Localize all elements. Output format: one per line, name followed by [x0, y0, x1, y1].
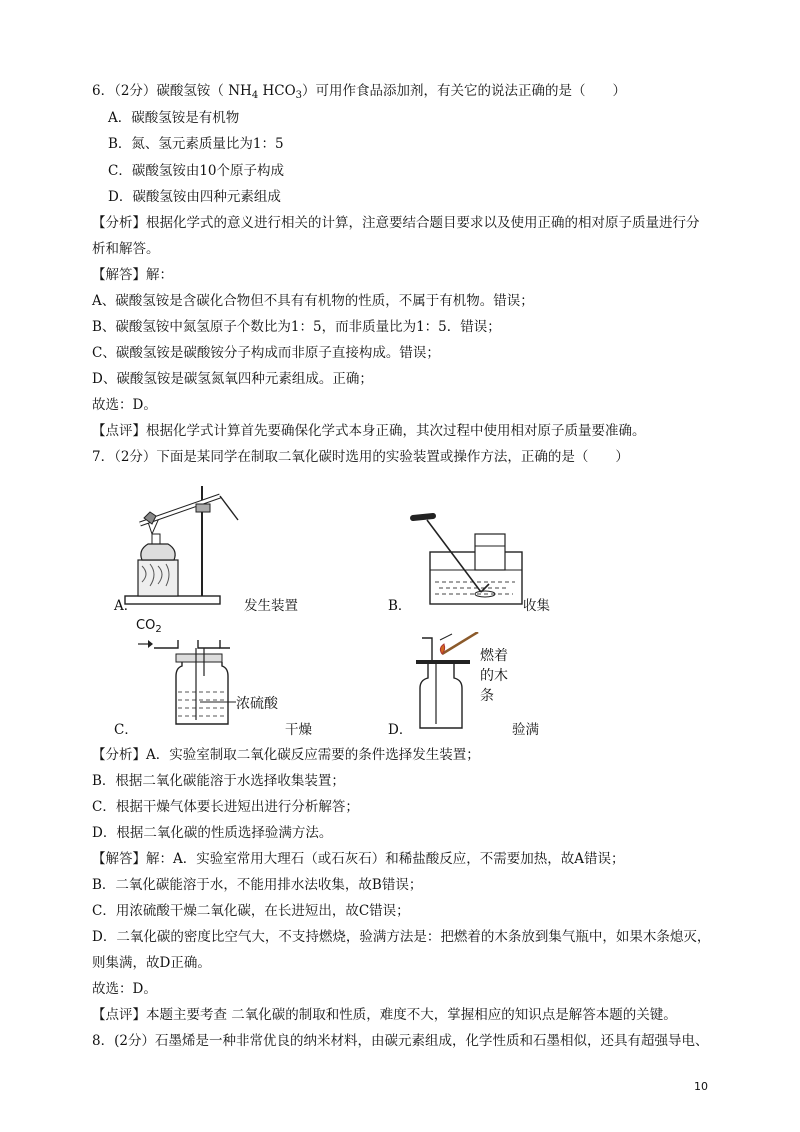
- q7-answer-d: D．二氧化碳的密度比空气大，不支持燃烧，验满方法是：把燃着的木条放到集气瓶中，如果木条熄灭，: [92, 929, 711, 945]
- q7-choice: 故选：D。: [92, 981, 157, 997]
- q6-analysis-cont: 析和解答。: [92, 241, 160, 257]
- q6-answer-a: A、碳酸氢铵是含碳化合物但不具有有机物的性质，不属于有机物。错误；: [92, 293, 534, 309]
- page-number: 10: [694, 1080, 708, 1093]
- q6-option-b: B．氮、氢元素质量比为1：5: [108, 136, 284, 152]
- figure-d-letter: D．: [388, 722, 413, 738]
- q6-answer-b: B、碳酸氢铵中氮氢原子个数比为1：5，而非质量比为1：5．错误；: [92, 319, 501, 335]
- figure-a-generation-apparatus: [120, 478, 240, 608]
- q6-choice: 故选：D。: [92, 397, 157, 413]
- q6-stem: 6．（2分）碳酸氢铵（ $NH_4$ $HCO_3$）可用作食品添加剂，有关它的说法正确的是（ ）: [92, 83, 627, 101]
- figure-b-collection-apparatus: [405, 512, 525, 608]
- q6-analysis: 【分析】根据化学式的意义进行相关的计算，注意要结合题目要求以及使用正确的相对原子质量进行分: [92, 215, 700, 231]
- figure-c-gas-label: $CO_2$: [136, 618, 162, 635]
- q7-answer-b: B．二氧化碳能溶于水，不能用排水法收集，故B错误；: [92, 877, 423, 893]
- figure-a-letter: A．: [114, 598, 138, 614]
- q6-answer-head: 【解答】解：: [92, 267, 173, 283]
- q7-analysis-c: C．根据干燥气体要长进短出进行分析解答；: [92, 799, 359, 815]
- figure-c-liquid-label: 浓硫酸: [236, 696, 278, 712]
- q7-answer-c: C．用浓硫酸干燥二氧化碳，在长进短出，故C错误；: [92, 903, 410, 919]
- q6-option-c: C．碳酸氢铵由10个原子构成: [108, 163, 285, 179]
- figure-b-letter: B．: [388, 598, 412, 614]
- q7-answer-d-cont: 则集满，故D正确。: [92, 955, 211, 971]
- q8-stem: 8．(2分）石墨烯是一种非常优良的纳米材料，由碳元素组成，化学性质和石墨相似，还具有超强导电、: [92, 1033, 709, 1049]
- figure-a-caption: 发生装置: [244, 598, 298, 614]
- q6-option-a: A．碳酸氢铵是有机物: [108, 110, 240, 126]
- q7-answer-a: 【解答】解：A．实验室常用大理石（或石灰石）和稀盐酸反应，不需要加热，故A错误；: [92, 851, 625, 867]
- q7-comment: 【点评】本题主要考查 二氧化碳的制取和性质，难度不大，掌握相应的知识点是解答本题的关键。: [92, 1007, 677, 1023]
- q7-stem: 7．（2分）下面是某同学在制取二氧化碳时选用的实验装置或操作方法，正确的是（ ）: [92, 449, 629, 465]
- q6-comment: 【点评】根据化学式计算首先要确保化学式本身正确，其次过程中使用相对原子质量要准确。: [92, 423, 646, 439]
- q7-analysis-a: 【分析】A．实验室制取二氧化碳反应需要的条件选择发生装置；: [92, 747, 480, 763]
- figure-c-drying-apparatus: [134, 636, 244, 732]
- q6-option-d: D．碳酸氢铵由四种元素组成: [108, 189, 281, 205]
- q6-answer-d: D、碳酸氢铵是碳氢氮氧四种元素组成。正确；: [92, 371, 373, 387]
- figure-b-caption: 收集: [523, 598, 550, 614]
- q6-answer-c: C、碳酸氢铵是碳酸铵分子构成而非原子直接构成。错误；: [92, 345, 440, 361]
- figure-c-letter: C．: [114, 722, 138, 738]
- q7-analysis-d: D．根据二氧化碳的性质选择验满方法。: [92, 825, 333, 841]
- figure-d-caption: 验满: [512, 722, 539, 738]
- q7-analysis-b: B．根据二氧化碳能溶于水选择收集装置；: [92, 773, 345, 789]
- figure-d-stick-label: 燃着 的木 条: [480, 648, 508, 704]
- figure-c-caption: 干燥: [285, 722, 312, 738]
